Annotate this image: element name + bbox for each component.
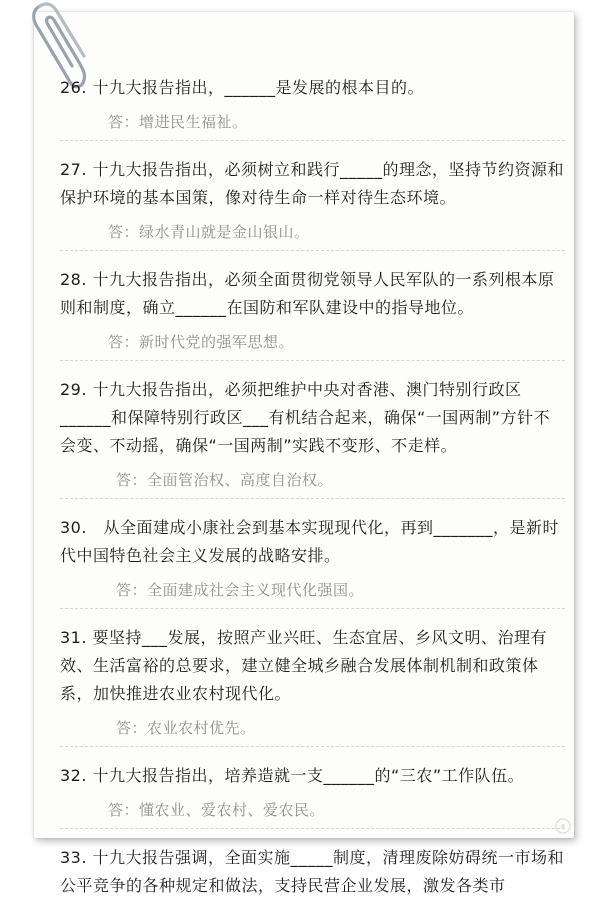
question-28 bbox=[60, 266, 565, 361]
question-text: 27. 十九大报告指出，必须树立和践行_____的理念，坚持节约资源和保护环境的基本国策，像对待生命一样对待生态环境。 bbox=[60, 160, 565, 207]
answer-text: 答：新时代党的强军思想。 bbox=[108, 333, 295, 351]
question-31 bbox=[60, 624, 565, 747]
question-29 bbox=[60, 376, 565, 499]
question-26 bbox=[60, 74, 565, 141]
question-text: 26. 十九大报告指出，______是发展的根本目的。 bbox=[60, 78, 425, 97]
question-text: 28. 十九大报告指出，必须全面贯彻党领导人民军队的一系列根本原则和制度，确立______在国防和军队建设中的指导地位。 bbox=[60, 270, 555, 317]
question-text: 32. 十九大报告指出，培养造就一支______的“三农”工作队伍。 bbox=[60, 766, 525, 785]
answer-text: 答：懂农业、爱农村、爱农民。 bbox=[108, 801, 326, 819]
answer-text: 答：农业农村优先。 bbox=[116, 719, 256, 737]
question-text: 31. 要坚持___发展，按照产业兴旺、生态宜居、乡风文明、治理有效、生活富裕的总要求，建立健全城乡融合发展体制机制和政策体系，加快推进农业农村现代化。 bbox=[60, 628, 548, 703]
question-33 bbox=[60, 844, 565, 900]
question-text: 30. 从全面建成小康社会到基本实现现代化，再到_______，是新时代中国特色社会主义发展的战略安排。 bbox=[60, 518, 559, 565]
question-27 bbox=[60, 156, 565, 251]
question-text: 33. 十九大报告强调，全面实施_____制度，清理废除妨碍统一市场和公平竞争的各种规定和做法，支持民营企业发展，激发各类市 bbox=[60, 848, 565, 895]
answer-text: 答：全面管治权、高度自治权。 bbox=[116, 471, 334, 489]
answer-text: 答：绿水青山就是金山银山。 bbox=[108, 223, 310, 241]
question-list bbox=[60, 74, 565, 915]
question-text: 29. 十九大报告指出，必须把维护中央对香港、澳门特别行政区______和保障特别行政区___有机结合起来，确保“一国两制”方针不会变、不动摇，确保“一国两制”实践不变形、不走样。 bbox=[60, 380, 551, 455]
question-30 bbox=[60, 514, 565, 609]
question-32 bbox=[60, 762, 565, 829]
watermark-icon bbox=[550, 816, 576, 836]
answer-text: 答：全面建成社会主义现代化强国。 bbox=[116, 581, 365, 599]
answer-text: 答：增进民生福祉。 bbox=[108, 113, 248, 131]
